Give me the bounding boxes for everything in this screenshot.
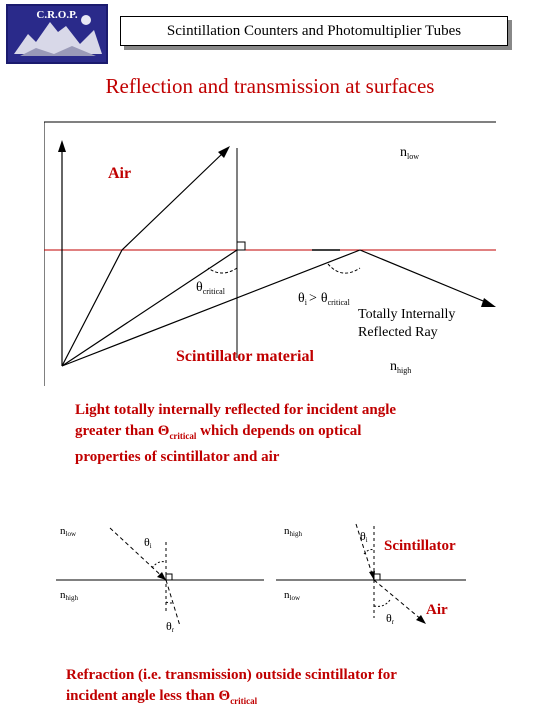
svg-text:θcritical [196, 280, 226, 296]
ray-tir-arrowhead [481, 298, 496, 307]
svg-text:nlow: nlow [284, 589, 300, 602]
svg-text:nhigh: nhigh [284, 525, 302, 538]
left-right-angle-marker [166, 574, 172, 580]
label-scintillator-material: Scintillator material [176, 348, 314, 365]
refraction-diagram-low-to-high [56, 518, 268, 660]
right-refracted-ray [374, 580, 422, 620]
logo-text: C.R.O.P. [36, 9, 78, 21]
theta-critical-sub: critical [202, 287, 225, 296]
n-low-main: n [400, 145, 407, 160]
caption1-line3: properties of scintillator and air [75, 449, 280, 465]
svg-text:nlow: nlow [60, 525, 76, 538]
svg-text:nhigh [390, 359, 411, 375]
header-title-box [120, 16, 508, 46]
caption2-line2: incident angle less than $\Theta_{critical}$ [66, 688, 258, 706]
theta-critical-main: θ [196, 280, 203, 295]
caption1-line2: greater than $\Theta_{critical}$ which depends on optical [75, 423, 362, 441]
crop-logo [6, 4, 108, 64]
incident-angle-arc [328, 264, 360, 273]
slide-title: Reflection and transmission at surfaces [105, 74, 435, 98]
header-title: Scintillation Counters and Photomultiplier Tubes [166, 22, 462, 39]
theta-i-sub: i [304, 298, 307, 307]
caption1-line1: Light totally internally reflected for incident angle [75, 402, 397, 418]
tir-label-line1: Totally Internally [358, 307, 456, 322]
n-low-sub: low [407, 152, 419, 161]
svg-text:θi>θcritical [298, 291, 351, 307]
theta-critical2-main: θ [320, 291, 328, 306]
svg-text:θr: θr [166, 619, 175, 634]
greater-than: > [308, 291, 317, 306]
ray-tir-out [360, 250, 488, 303]
label-air: Air [108, 165, 132, 182]
svg-text:θi: θi [360, 529, 368, 544]
svg-text:θr: θr [386, 611, 395, 626]
svg-text:nhigh: nhigh [60, 589, 78, 602]
left-incident-ray [110, 528, 166, 580]
n-high-sub: high [397, 366, 412, 375]
right-angle-marker [237, 242, 245, 250]
svg-text:θi: θi [144, 535, 152, 550]
caption-total-internal-reflection [75, 400, 515, 468]
caption2-line1: Refraction (i.e. transmission) outside scintillator for [66, 667, 397, 683]
right-label-air: Air [426, 602, 448, 618]
caption-refraction [66, 665, 526, 712]
n-high-main: n [390, 359, 397, 374]
svg-text:nlow [400, 145, 419, 161]
total-internal-reflection-diagram [44, 118, 496, 386]
right-label-scintillator: Scintillator [384, 538, 456, 554]
tir-label-line2: Reflected Ray [358, 325, 438, 340]
theta-critical2-sub: critical [327, 298, 350, 307]
right-right-angle-marker [374, 574, 380, 580]
critical-angle-arc [208, 268, 237, 273]
ray-vertical-arrowhead [58, 140, 66, 152]
refraction-diagram-high-to-low [276, 518, 482, 660]
theta-i-main: θ [298, 291, 305, 306]
